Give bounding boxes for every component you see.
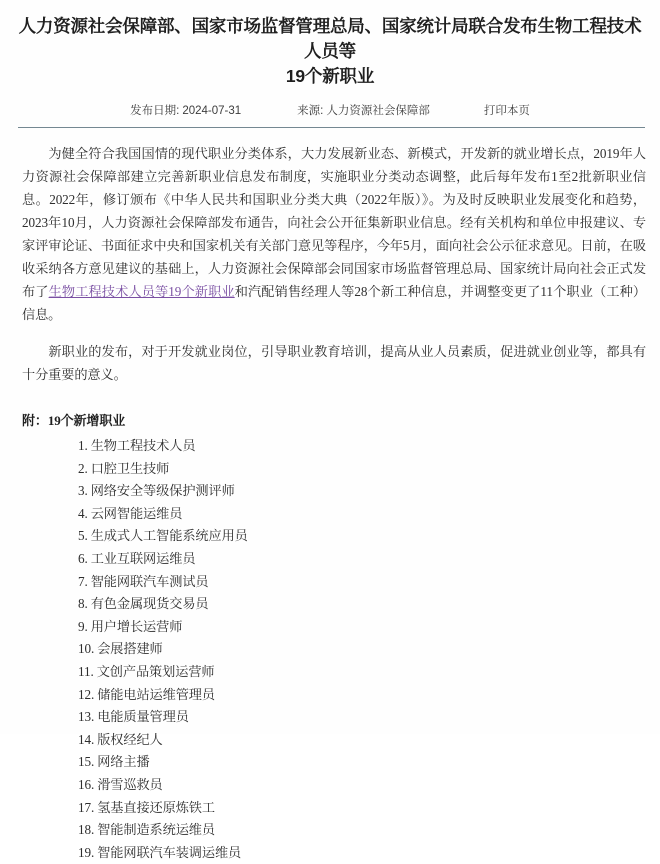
- list-item-label: 云网智能运维员: [90, 505, 183, 521]
- list-item: [78, 661, 646, 684]
- list-item: [78, 593, 646, 616]
- print-page-link[interactable]: 打印本页: [483, 105, 530, 117]
- list-item-label: 生成式人工智能系统应用员: [90, 528, 248, 544]
- list-item-number: 6.: [78, 550, 88, 566]
- list-item: [78, 842, 646, 864]
- list-item: [78, 525, 646, 548]
- list-item-number: 15.: [78, 754, 95, 770]
- list-item-label: 电能质量管理员: [97, 709, 189, 725]
- list-item: [78, 706, 646, 729]
- source: [297, 102, 430, 118]
- list-item: [78, 548, 646, 571]
- paragraph-1: [22, 142, 646, 326]
- header-divider: [18, 127, 645, 128]
- list-item-number: 14.: [78, 731, 95, 747]
- list-item-number: 5.: [78, 528, 88, 544]
- list-item: [78, 797, 646, 820]
- publish-date-value: 2024-07-31: [182, 105, 242, 117]
- list-item-label: 会展搭建师: [97, 641, 163, 657]
- list-item-number: 19.: [78, 844, 95, 860]
- list-item-number: 16.: [78, 776, 95, 792]
- list-item: [78, 571, 646, 594]
- list-item-label: 滑雪巡救员: [97, 776, 163, 792]
- list-item: [78, 480, 646, 503]
- new-occupations-list: [22, 435, 646, 864]
- list-item: [78, 751, 646, 774]
- list-item: [78, 819, 646, 842]
- list-item: [78, 503, 646, 526]
- list-item-label: 智能网联汽车装调运维员: [97, 844, 242, 860]
- list-item-label: 工业互联网运维员: [90, 550, 196, 566]
- list-item: [78, 435, 646, 458]
- list-item-label: 网络主播: [97, 754, 150, 770]
- list-item-number: 17.: [78, 799, 95, 815]
- list-item-number: 9.: [78, 618, 88, 634]
- source-value: 人力资源社会保障部: [326, 105, 430, 117]
- title-line-1: 人力资源社会保障部、国家市场监督管理总局、国家统计局联合发布生物工程技术人员等: [18, 16, 642, 61]
- paragraph-2: 新职业的发布，对于开发就业岗位，引导职业教育培训，提高从业人员素质，促进就业创业等，都具有十分重要的意义。: [22, 344, 646, 382]
- list-item-number: 2.: [78, 460, 88, 476]
- document-body: [0, 128, 660, 864]
- list-item-number: 18.: [78, 822, 95, 838]
- paragraph-1-text-before-link: 为健全符合我国国情的现代职业分类体系，大力发展新业态、新模式，开发新的就业增长点，2019年人力资源社会保障部建立完善新职业信息发布制度，实施职业分类动态调整，此后每年发布1至2批新职业信息。2022年，修订颁布《中华人民共和国职业分类大典（2022年版）》。为及时反映职业发展变化和趋势，2023年10月，人力资源社会保障部发布通告，向社会公开征集新职业信息。经有关机构和单位申报建议、专家评审论证、书面征求中央和国家机关有关部门意见等程序，今年5月，面向社会公示征求意见。日前，在吸收采纳各方意见建议的基础上，人力资源社会保障部会同国家市场监督管理总局、国家统计局向社会正式发布了: [22, 146, 646, 299]
- document-meta-row: [16, 102, 644, 118]
- paragraph-1-text-after-link: 和汽配销售经理人等28个新工种信息，并调整变更了11个职业（工种）信息。: [22, 284, 647, 322]
- list-item-label: 氢基直接还原炼铁工: [97, 799, 215, 815]
- publish-date-label: 发布日期:: [130, 105, 180, 117]
- list-item-number: 3.: [78, 483, 88, 499]
- list-item-number: 10.: [78, 641, 95, 657]
- list-item-number: 8.: [78, 596, 88, 612]
- list-item: [78, 684, 646, 707]
- publish-date: [130, 102, 241, 118]
- list-item-number: 1.: [78, 438, 88, 453]
- list-item-number: 13.: [78, 709, 95, 725]
- list-item-label: 生物工程技术人员: [90, 438, 196, 453]
- page-title: [16, 14, 644, 89]
- document-header: [0, 0, 660, 118]
- list-item-number: 12.: [78, 686, 95, 702]
- list-item: [78, 616, 646, 639]
- attachment-heading: [22, 410, 646, 429]
- list-item: [78, 638, 646, 661]
- list-item: [78, 458, 646, 481]
- list-item: [78, 729, 646, 752]
- source-label: 来源:: [297, 105, 324, 117]
- list-item-label: 储能电站运维管理员: [97, 686, 215, 702]
- new-occupations-link[interactable]: 生物工程技术人员等19个新职业: [48, 284, 235, 299]
- list-item-label: 口腔卫生技师: [90, 460, 170, 476]
- list-item-label: 网络安全等级保护测评师: [90, 483, 235, 499]
- list-item-label: 版权经纪人: [97, 731, 163, 747]
- list-item-label: 有色金属现货交易员: [90, 596, 209, 612]
- list-item-number: 4.: [78, 505, 88, 521]
- list-item: [78, 774, 646, 797]
- list-item-number: 11.: [78, 663, 94, 679]
- list-item-label: 智能制造系统运维员: [97, 822, 215, 838]
- attachment-heading-text: 19个新增职业: [47, 413, 126, 428]
- list-item-label: 智能网联汽车测试员: [90, 573, 209, 589]
- title-line-2: 19个新职业: [285, 66, 375, 86]
- list-item-label: 用户增长运营师: [90, 618, 183, 634]
- attachment-label: 附：: [22, 413, 48, 428]
- list-item-number: 7.: [78, 573, 88, 589]
- list-item-label: 文创产品策划运营师: [96, 663, 215, 679]
